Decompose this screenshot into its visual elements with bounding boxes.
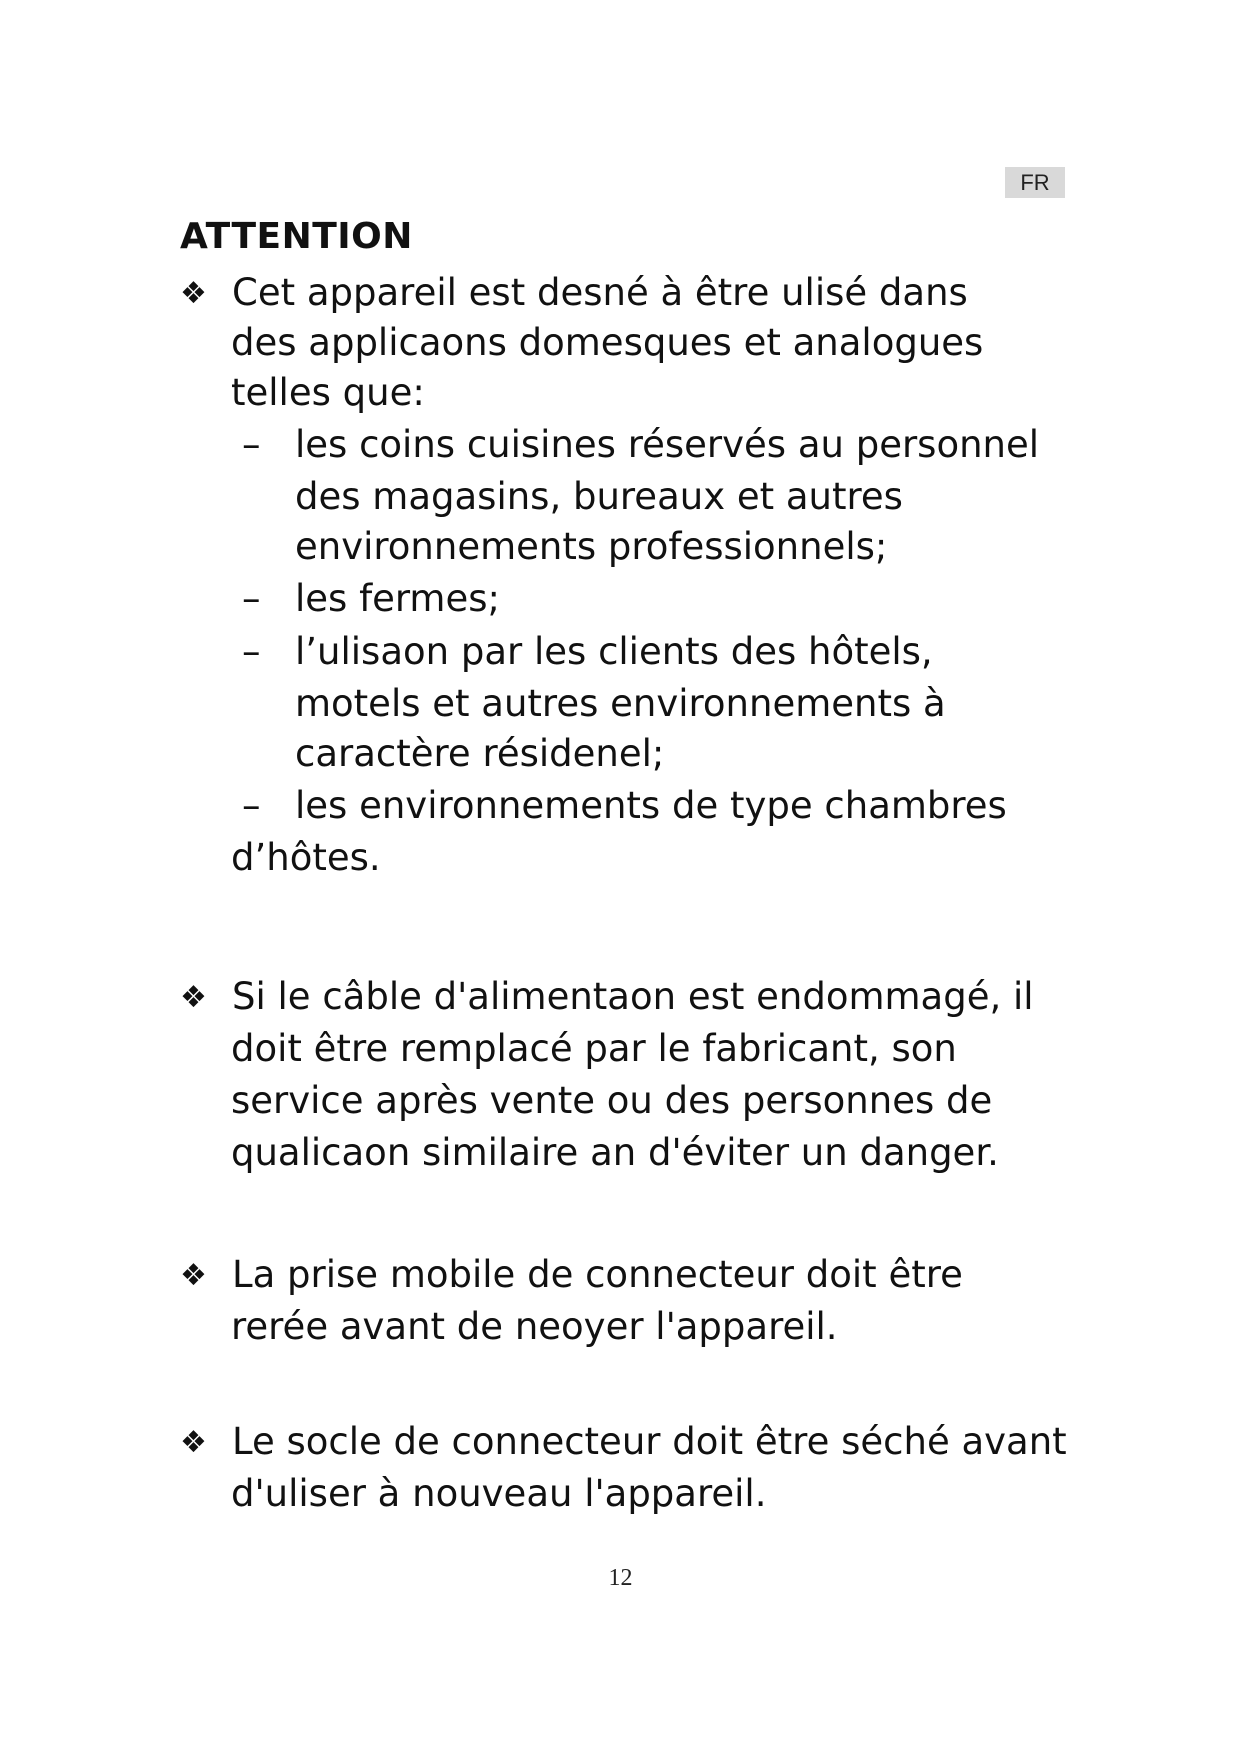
dash-marker: – xyxy=(242,630,261,673)
bullet-continuation: d'uliser à nouveau l'appareil. xyxy=(231,1472,767,1515)
dash-item-continuation: caractère résidenel; xyxy=(295,732,665,775)
bullet-diamond-icon: ❖ xyxy=(180,1258,207,1293)
bullet-continuation: doit être remplacé par le fabricant, son xyxy=(231,1027,957,1070)
dash-item-continuation: des magasins, bureaux et autres xyxy=(295,475,903,518)
bullet-diamond-icon: ❖ xyxy=(180,1425,207,1460)
dash-item: – les coins cuisines réservés au personnel xyxy=(242,420,1039,470)
bullet-line: ❖ La prise mobile de connecteur doit être xyxy=(180,1250,963,1301)
language-badge: FR xyxy=(1005,167,1065,198)
bullet-continuation: qualicaon similaire an d'éviter un danger. xyxy=(231,1131,999,1174)
dash-item: – les environnements de type chambres xyxy=(242,781,1007,831)
dash-marker: – xyxy=(242,577,261,620)
dash-item-continuation: environnements professionnels; xyxy=(295,525,888,568)
bullet-line: ❖ Cet appareil est desné à être ulisé dans xyxy=(180,268,968,319)
bullet-continuation: rerée avant de neoyer l'appareil. xyxy=(231,1305,838,1348)
dash-item: – l’ulisaon par les clients des hôtels, xyxy=(242,627,933,677)
bullet-continuation: d’hôtes. xyxy=(231,836,381,879)
dash-marker: – xyxy=(242,784,261,827)
attention-heading: ATTENTION xyxy=(180,216,413,257)
bullet-diamond-icon: ❖ xyxy=(180,276,207,311)
page-number: 12 xyxy=(608,1565,633,1591)
bullet-continuation: service après vente ou des personnes de xyxy=(231,1079,993,1122)
bullet-diamond-icon: ❖ xyxy=(180,980,207,1015)
bullet-continuation: des applicaons domesques et analogues xyxy=(231,321,984,364)
dash-item-continuation: motels et autres environnements à xyxy=(295,682,946,725)
dash-marker: – xyxy=(242,423,261,466)
bullet-line: ❖ Si le câble d'alimentaon est endommagé, il xyxy=(180,972,1034,1023)
dash-item: – les fermes; xyxy=(242,574,500,624)
bullet-continuation: telles que: xyxy=(231,371,425,414)
bullet-line: ❖ Le socle de connecteur doit être séché avant xyxy=(180,1417,1067,1468)
